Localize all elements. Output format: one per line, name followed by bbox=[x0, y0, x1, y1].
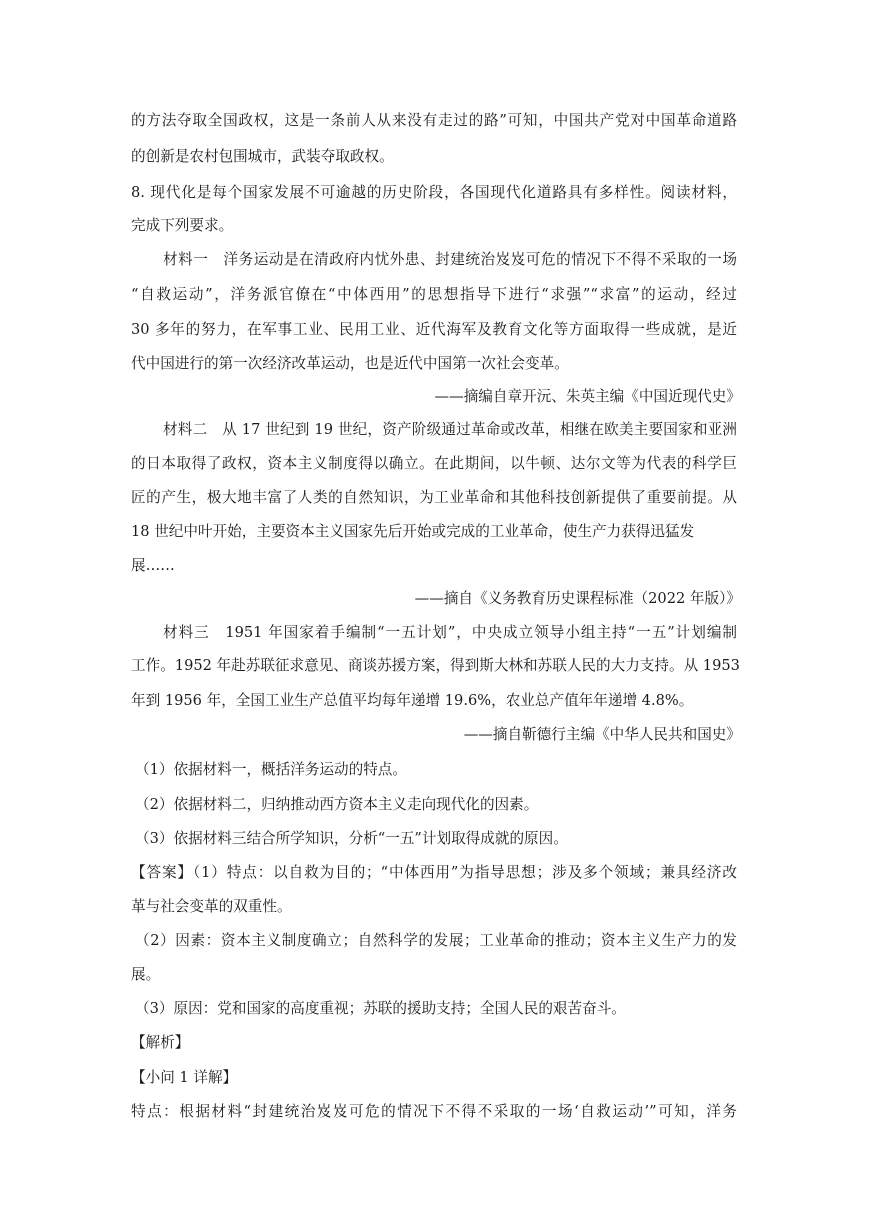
material-3-text: 材料三 1951 年国家着手编制“一五计划”，中央成立领导小组主持“一五”计划编制 bbox=[163, 624, 737, 641]
answer-line: （2）因素：资本主义制度确立；自然科学的发展；工业革命的推动；资本主义生产力的发 bbox=[135, 932, 737, 949]
material-1-text: 代中国进行的第一次经济改革运动，也是近代中国第一次社会变革。 bbox=[131, 355, 569, 372]
text-line: 的方法夺取全国政权，这是一条前人从来没有走过的路”可知，中国共产党对中国革命道路 bbox=[131, 112, 737, 129]
material-1-source: ——摘编自章开沅、朱英主编《中国近现代史》 bbox=[434, 388, 741, 405]
material-2-text: 匠的产生，极大地丰富了人类的自然知识，为工业革命和其他科技创新提供了重要前提。从 bbox=[131, 489, 737, 506]
answer-line: （3）原因：党和国家的高度重视；苏联的援助支持；全国人民的艰苦奋斗。 bbox=[135, 1000, 626, 1017]
material-2-text: 的日本取得了政权，资本主义制度得以确立。在此期间，以牛顿、达尔文等为代表的科学巨 bbox=[131, 455, 737, 472]
material-1-text: “自救运动”，洋务派官僚在“中体西用”的思想指导下进行“求强”“求富”的运动，经过 bbox=[131, 286, 737, 303]
material-2-text: 展…… bbox=[131, 557, 175, 574]
question-8-stem: 8. 现代化是每个国家发展不可逾越的历史阶段，各国现代化道路具有多样性。阅读材料， bbox=[131, 184, 737, 201]
material-3-text: 工作。1952 年赴苏联征求意见、商谈苏援方案，得到斯大林和苏联人民的大力支持。从 1953 bbox=[131, 657, 740, 674]
material-3-source: ——摘自靳德行主编《中华人民共和国史》 bbox=[463, 726, 741, 743]
material-2-text: 材料二 从 17 世纪到 19 世纪，资产阶级通过革命或改革，相继在欧美主要国家和亚洲 bbox=[163, 421, 737, 438]
answer-line: 展。 bbox=[131, 966, 161, 983]
material-3-text: 年到 1956 年，全国工业生产总值平均每年递增 19.6%，农业总产值年年递增 4.8%。 bbox=[131, 692, 694, 709]
answer-heading-line: 【答案】（1）特点：以自救为目的；“中体西用”为指导思想；涉及多个领域；兼具经济改 bbox=[131, 864, 737, 881]
analysis-heading: 【解析】 bbox=[131, 1034, 190, 1051]
analysis-text: 特点：根据材料“封建统治岌岌可危的情况下不得不采取的一场‘自救运动’”可知，洋务 bbox=[131, 1103, 737, 1120]
sub-question-1: （1）依据材料一，概括洋务运动的特点。 bbox=[135, 761, 407, 778]
sub-question-1-detail-heading: 【小问 1 详解】 bbox=[131, 1069, 238, 1086]
answer-line: 革与社会变革的双重性。 bbox=[131, 898, 292, 915]
material-2-source: ——摘自《义务教育历史课程标准（2022 年版）》 bbox=[414, 590, 741, 607]
text-line: 完成下列要求。 bbox=[131, 217, 234, 234]
sub-question-3: （3）依据材料三结合所学知识，分析“一五”计划取得成就的原因。 bbox=[135, 830, 568, 847]
material-1-text: 材料一 洋务运动是在清政府内忧外患、封建统治岌岌可危的情况下不得不采取的一场 bbox=[163, 251, 737, 268]
material-2-text: 18 世纪中叶开始，主要资本主义国家先后开始或完成的工业革命，使生产力获得迅猛发 bbox=[131, 523, 695, 540]
sub-question-2: （2）依据材料二，归纳推动西方资本主义走向现代化的因素。 bbox=[135, 796, 539, 813]
text-line: 的创新是农村包围城市，武装夺取政权。 bbox=[131, 148, 394, 165]
material-1-text: 30 多年的努力，在军事工业、民用工业、近代海军及教育文化等方面取得一些成就，是近 bbox=[131, 321, 737, 338]
